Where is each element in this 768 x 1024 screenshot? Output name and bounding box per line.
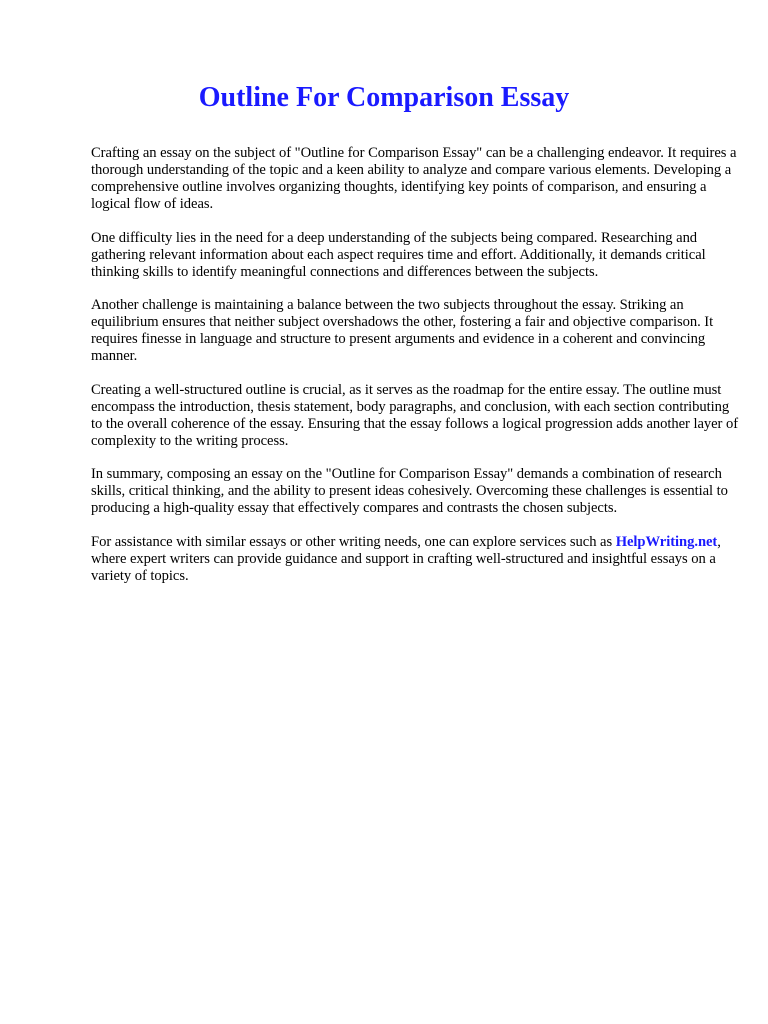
- assistance-text-before: For assistance with similar essays or other writing needs, one can explore services such as: [91, 533, 616, 550]
- paragraph-difficulty: One difficulty lies in the need for a deep understanding of the subjects being compared. Researching and gathering relevant information about each aspect requires time and effort. Additionally, it demands critical thinking skills to identify meaningful connections and differences between the subjects.: [91, 229, 706, 280]
- paragraph-balance: Another challenge is maintaining a balance between the two subjects throughout the essay. Striking an equilibrium ensures that neither subject overshadows the other, fostering a fair and objective comparison. It requires finesse in language and structure to present arguments and evidence in a coherent and convincing manner.: [91, 297, 714, 364]
- page-title: Outline For Comparison Essay: [198, 82, 570, 113]
- helpwriting-link[interactable]: HelpWriting.net: [615, 533, 718, 550]
- paragraph-outline: Creating a well-structured outline is crucial, as it serves as the roadmap for the entire essay. The outline must encompass the introduction, thesis statement, body paragraphs, and conclusion, with each section contributing to the overall coherence of the essay. Ensuring that the essay follows a logical progression adds another layer of complexity to the writing process.: [91, 381, 739, 449]
- document-body: [91, 145, 741, 601]
- paragraph-assistance: [91, 534, 741, 585]
- paragraph-summary: In summary, composing an essay on the "Outline for Comparison Essay" demands a combination of research skills, critical thinking, and the ability to present ideas cohesively. Overcoming these challenges is essential to producing a high-quality essay that effectively compares and contrasts the chosen subjects.: [91, 466, 728, 516]
- assistance-text-after: , where expert writers can provide guidance and support in crafting well-structured and insightful essays on a variety of topics.: [91, 533, 721, 584]
- paragraph-intro: Crafting an essay on the subject of "Outline for Comparison Essay" can be a challenging endeavor. It requires a thorough understanding of the topic and a keen ability to analyze and compare various elements. Developing a comprehensive outline involves organizing thoughts, identifying key points of comparison, and ensuring a logical flow of ideas.: [91, 145, 737, 212]
